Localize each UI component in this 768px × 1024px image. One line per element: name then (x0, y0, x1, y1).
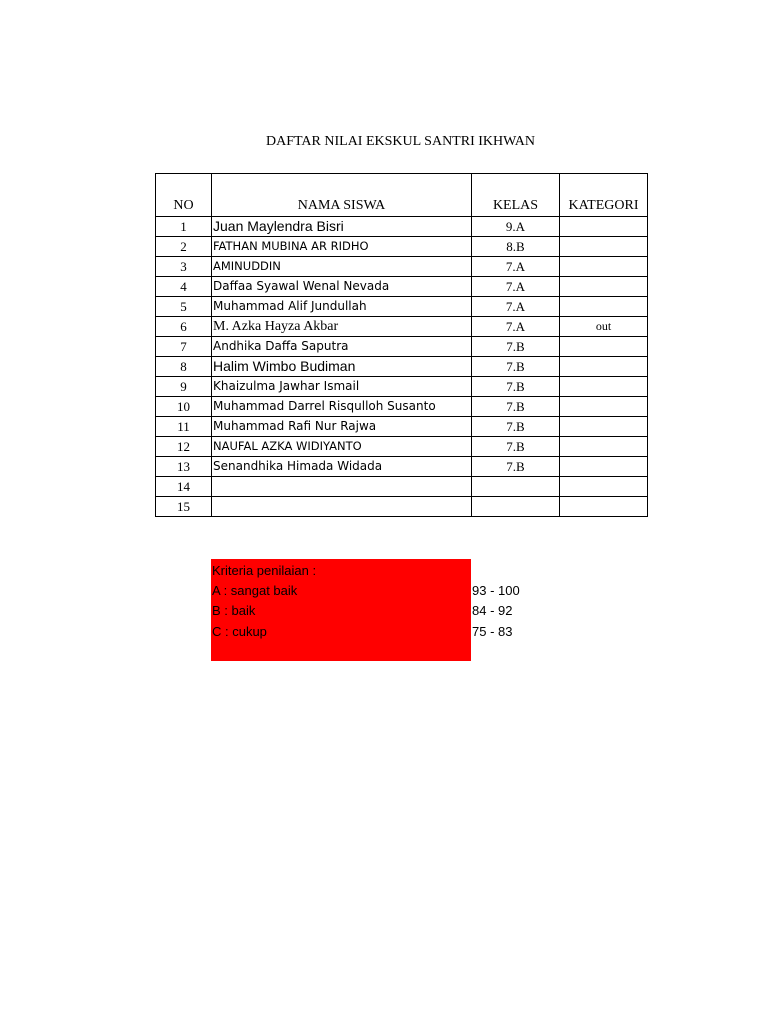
table-row (156, 457, 648, 477)
row-kategori (560, 497, 648, 517)
table-row (156, 317, 648, 337)
header-nama-siswa: NAMA SISWA (212, 174, 472, 217)
table-row (156, 277, 648, 297)
row-nama: FATHAN MUBINA AR RIDHO (212, 237, 472, 257)
row-kelas: 7.A (472, 257, 560, 277)
row-kategori (560, 417, 648, 437)
table-row (156, 297, 648, 317)
table-row (156, 337, 648, 357)
criteria-range-a: 93 - 100 (472, 583, 520, 598)
criteria-label-b: B : baik (212, 603, 256, 618)
row-kelas: 7.B (472, 357, 560, 377)
row-kelas: 7.B (472, 397, 560, 417)
row-no: 12 (156, 437, 212, 457)
row-kelas (472, 497, 560, 517)
table-row (156, 437, 648, 457)
row-nama: NAUFAL AZKA WIDIYANTO (212, 437, 472, 457)
table-header-row (156, 174, 648, 217)
row-no: 8 (156, 357, 212, 377)
table-row (156, 417, 648, 437)
row-kelas: 7.B (472, 437, 560, 457)
row-kelas: 8.B (472, 237, 560, 257)
row-nama: Muhammad Darrel Risqulloh Susanto (212, 397, 472, 417)
table-row (156, 497, 648, 517)
row-kategori (560, 257, 648, 277)
table-row (156, 357, 648, 377)
row-nama (212, 477, 472, 497)
row-no: 9 (156, 377, 212, 397)
header-kelas: KELAS (472, 174, 560, 217)
row-kategori (560, 377, 648, 397)
row-no: 7 (156, 337, 212, 357)
table-row (156, 377, 648, 397)
row-nama: Khaizulma Jawhar Ismail (212, 377, 472, 397)
row-kelas: 9.A (472, 217, 560, 237)
row-nama: Muhammad Alif Jundullah (212, 297, 472, 317)
row-no: 6 (156, 317, 212, 337)
row-kelas: 7.B (472, 337, 560, 357)
table-row (156, 237, 648, 257)
row-nama: Daffaa Syawal Wenal Nevada (212, 277, 472, 297)
row-kategori (560, 457, 648, 477)
row-no: 5 (156, 297, 212, 317)
row-no: 1 (156, 217, 212, 237)
row-kelas: 7.B (472, 417, 560, 437)
row-nama: Andhika Daffa Saputra (212, 337, 472, 357)
row-no: 10 (156, 397, 212, 417)
row-nama (212, 497, 472, 517)
grade-table (155, 173, 648, 517)
row-kategori: out (560, 317, 648, 337)
row-kategori (560, 337, 648, 357)
row-kategori (560, 397, 648, 417)
row-no: 15 (156, 497, 212, 517)
page-title: DAFTAR NILAI EKSKUL SANTRI IKHWAN (265, 134, 535, 149)
row-kategori (560, 217, 648, 237)
row-no: 4 (156, 277, 212, 297)
row-kategori (560, 477, 648, 497)
criteria-label-c: C : cukup (212, 624, 267, 639)
row-no: 14 (156, 477, 212, 497)
row-nama: Juan Maylendra Bisri (212, 217, 472, 237)
row-kelas (472, 477, 560, 497)
row-nama: M. Azka Hayza Akbar (212, 317, 472, 337)
row-kelas: 7.B (472, 457, 560, 477)
criteria-range-b: 84 - 92 (472, 603, 513, 618)
header-no: NO (156, 174, 212, 217)
row-kategori (560, 297, 648, 317)
criteria-range-c: 75 - 83 (472, 624, 513, 639)
criteria-label-a: A : sangat baik (212, 583, 298, 598)
row-kategori (560, 437, 648, 457)
row-nama: AMINUDDIN (212, 257, 472, 277)
table-row (156, 397, 648, 417)
row-no: 3 (156, 257, 212, 277)
criteria-heading: Kriteria penilaian : (212, 563, 317, 578)
row-kelas: 7.A (472, 317, 560, 337)
table-row (156, 217, 648, 237)
row-nama: Muhammad Rafi Nur Rajwa (212, 417, 472, 437)
row-nama: Senandhika Himada Widada (212, 457, 472, 477)
row-no: 2 (156, 237, 212, 257)
row-kategori (560, 277, 648, 297)
row-no: 13 (156, 457, 212, 477)
row-kelas: 7.A (472, 277, 560, 297)
header-kategori: KATEGORI (560, 174, 648, 217)
row-kelas: 7.B (472, 377, 560, 397)
table-row (156, 477, 648, 497)
table-row (156, 257, 648, 277)
row-kategori (560, 237, 648, 257)
row-kelas: 7.A (472, 297, 560, 317)
row-nama: Halim Wimbo Budiman (212, 357, 472, 377)
row-no: 11 (156, 417, 212, 437)
row-kategori (560, 357, 648, 377)
